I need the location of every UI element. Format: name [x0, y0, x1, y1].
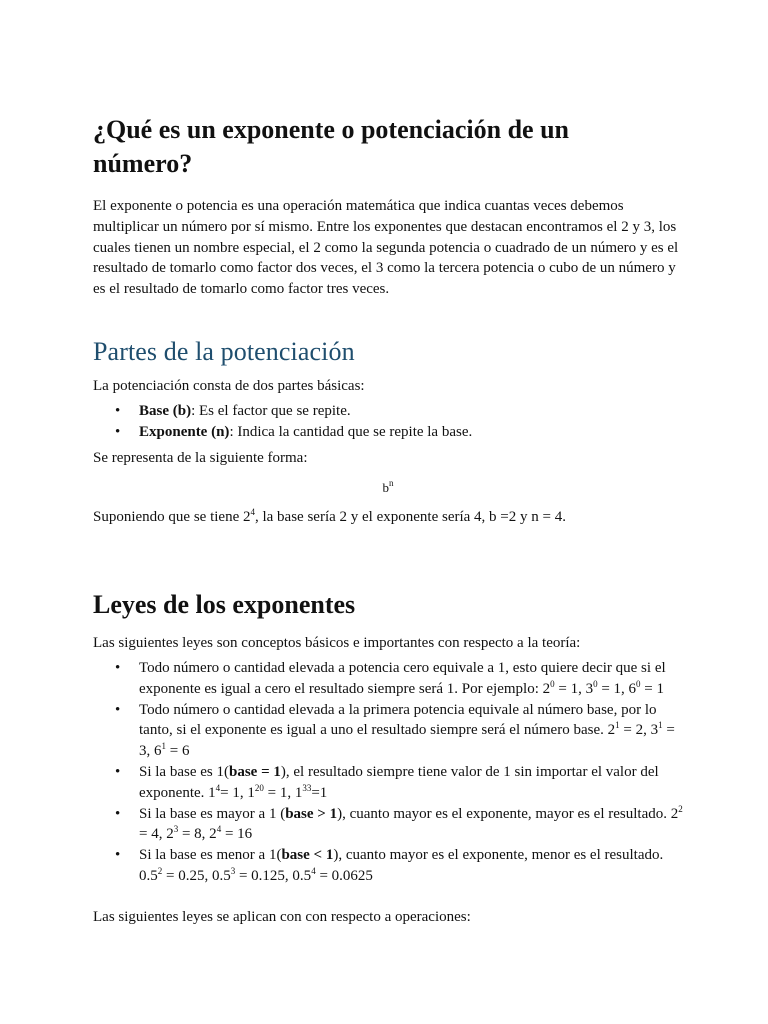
bullet-icon: •: [115, 423, 121, 440]
leyes-closing: Las siguientes leyes se aplican con con respecto a operaciones:: [93, 909, 471, 925]
page-title: ¿Qué es un exponente o potenciación de un número?: [93, 115, 569, 178]
bullet-icon: •: [115, 763, 121, 780]
list-item: • Todo número o cantidad elevada a la primera potencia equivale al número base, por lo tanto, si el exponente es igual a uno el resultado siempre será el número base. $2^1 = 2$, $3^1 = 3$, $6^1 = 6$: [115, 701, 675, 760]
bullet-icon: •: [115, 660, 121, 676]
list-item: • Todo número o cantidad elevada a potencia cero equivale a 1, esto quiere decir que si el exponente es igual a cero el resultado siempre será 1. Por ejemplo: $2^0 = 1$, $3^0 = 1$, $6^0 = 1$: [115, 660, 666, 697]
list-item: • Si la base es mayor a 1 (base > 1), cuanto mayor es el exponente, mayor es el resultado. $2^2 = 4$, $2^3 = 8$, $2^4 = 16$: [115, 803, 683, 843]
bullet-icon: •: [115, 847, 121, 864]
list-item: • Si la base es 1(base = 1), el resultado siempre tiene valor de 1 sin importar el valor del exponente. $1^4= 1$, $1^{20} = 1$, $1^{33}=1$: [115, 763, 659, 801]
list-item: • Si la base es menor a 1(base < 1), cuanto mayor es el exponente, menor es el resultado. $0.5^2 = 0.25$, $0.5^3 = 0.125$, $0.5^4 = 0.0625$: [115, 847, 664, 884]
formula: $b^n$: [382, 478, 394, 495]
bullet-icon: •: [115, 805, 121, 822]
list-item: • Exponente (n): Indica la cantidad que se repite la base.: [93, 422, 683, 443]
list-item: • Base (b): Es el factor que se repite.: [93, 401, 683, 422]
represent-text: Se representa de la siguiente forma:: [93, 450, 308, 466]
leyes-lead: Las siguientes leyes son conceptos básicos e importantes con respecto a la teoría:: [93, 635, 581, 651]
bullet-icon: •: [115, 701, 121, 718]
section-title-partes: Partes de la potenciación: [93, 337, 355, 366]
intro-paragraph: El exponente o potencia es una operación matemática que indica cuantas veces debemos multiplicar un número por sí mismo. Entre los exponentes que destacan encontramos el 2 y 3, los cuales tienen un nombre especial, el 2 como la segunda potencia o cuadrado de un número y es el resultado de tomarlo como factor dos veces, el 3 como la tercera potencia o cubo de un número y es el resultado de tomarlo como factor tres veces.: [93, 198, 679, 298]
example-text: Suponiendo que se tiene $2^4$, la base sería 2 y el exponente sería 4, b =2 y n = 4.: [93, 507, 566, 525]
section-title-leyes: Leyes de los exponentes: [93, 590, 356, 619]
leyes-list: [93, 658, 683, 887]
partes-lead: La potenciación consta de dos partes básicas:: [93, 378, 365, 394]
partes-list: [93, 401, 683, 443]
bullet-icon: •: [115, 403, 121, 419]
